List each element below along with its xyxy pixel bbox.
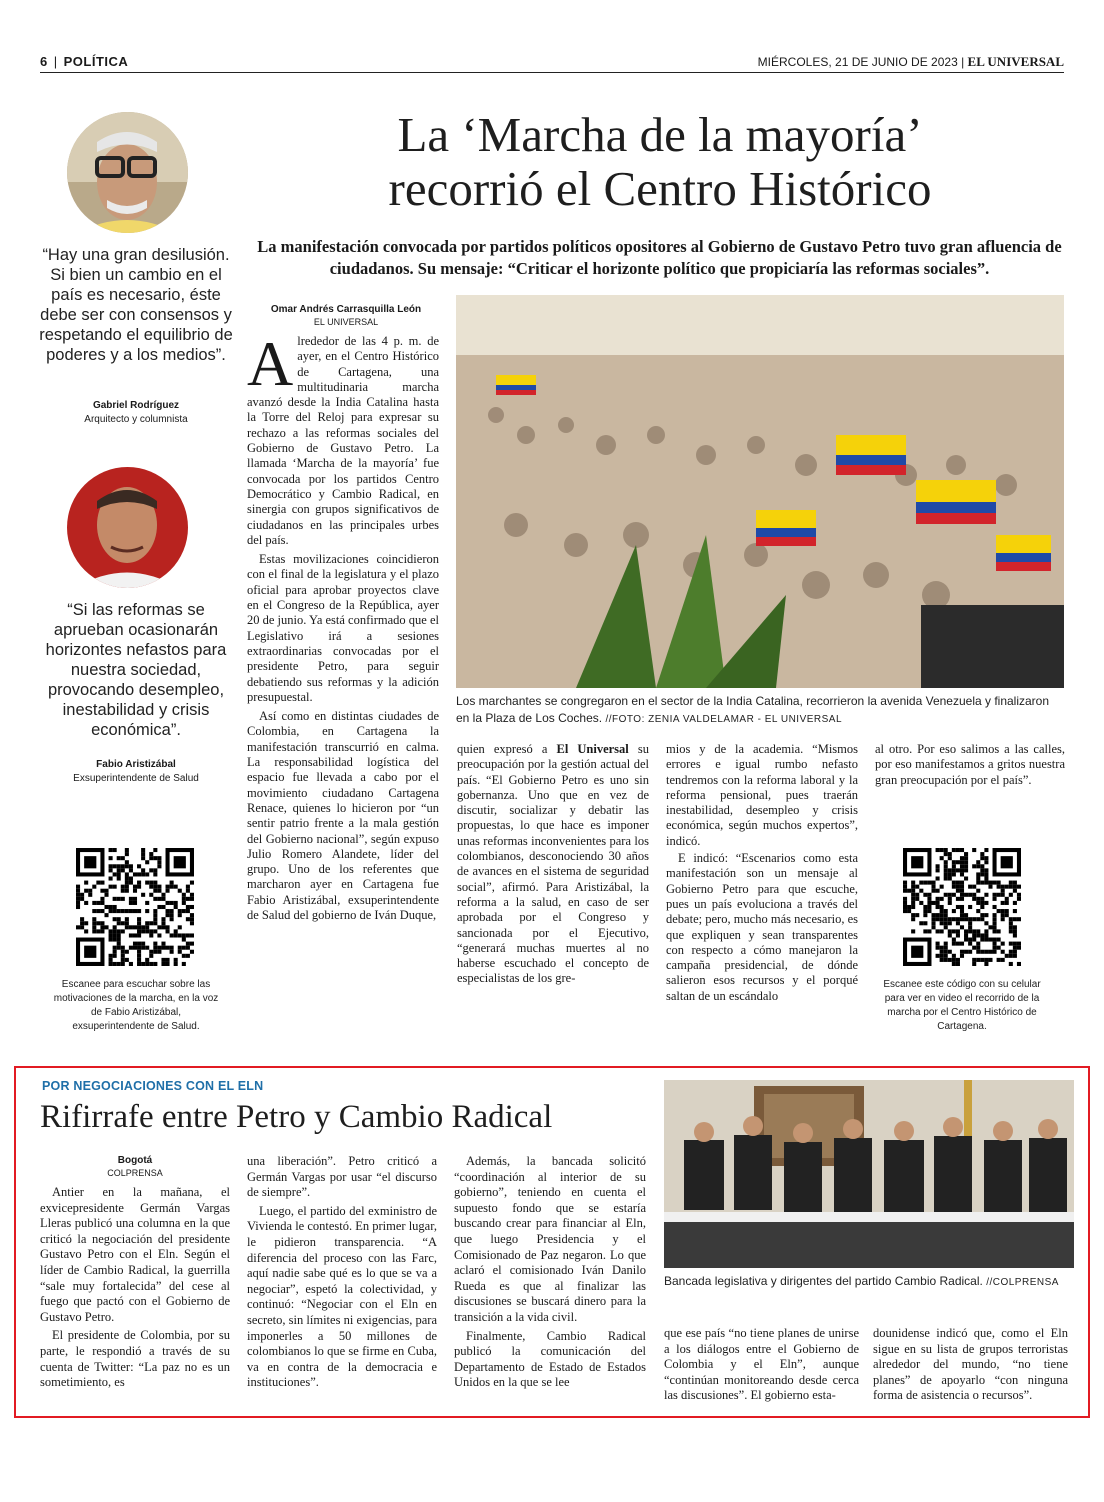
secondary-column-3	[454, 1154, 646, 1391]
secondary-column-5	[873, 1326, 1068, 1404]
secondary-photo-caption	[664, 1273, 1069, 1291]
qr-code-audio[interactable]	[76, 848, 194, 966]
secondary-column-1	[40, 1185, 230, 1391]
qr-code-video[interactable]	[903, 848, 1021, 966]
header-divider	[40, 72, 1064, 73]
col1-paragraph-2: Estas movilizaciones coincidieron con el final de la legislatura y el plazo oficial para aprobar proyectos clave en el Congreso de la República, ayer 20 de junio. Ya está confirmado que el Legislativo irá a sesiones extraordinarias convocadas por el presidente Petro, para seguir debatiendo sus reformas y la adición presupuestal.	[247, 552, 439, 704]
author-outlet: EL UNIVERSAL	[313, 317, 379, 327]
article-column-2	[457, 742, 649, 987]
secondary-c3-paragraph-2: Finalmente, Cambio Radical publicó la comunicación del Departamento de Estado de Estados Unidos en la que se lee	[454, 1328, 646, 1390]
secondary-column-4	[664, 1326, 859, 1404]
col2-paragraph-1: su preocupación por la gestión actual del país. “El Gobierno Petro es uno sin gobernanza. Uno que en vez de discutir, socializar y debatir las propuestas, lo que hace es imponer unas reformas inconvenientes para los colombianos, desconociendo 30 años de avances en el sistema de seguridad social”, afirmó. Para Aristizábal, la reforma a la salud, en caso de ser aprobada por el Congreso y sancionada por el Ejecutivo, “generará muchas muertes al no haberse escuchado el concepto de especialistas de los gre-	[457, 742, 649, 986]
qr-audio-caption: Escanee para escuchar sobre las motivaciones de la marcha, en la voz de Fabio Aristizábal, exsuperintendente de Salud.	[53, 979, 219, 1032]
page-dateline: MIÉRCOLES, 21 DE JUNIO DE 2023 | EL UNIVERSAL	[757, 54, 1064, 69]
col2-lead: quien expresó a	[457, 742, 557, 756]
cambio-radical-bancada-photo	[664, 1080, 1074, 1268]
col3-paragraph-1: mios y de la academia. “Mismos errores e igual rumbo nefasto tendremos con la reforma laboral y la reforma pensional, pues traerán inestabilidad, desempleo y crisis económica, según muchos expertos”, indicó.	[666, 742, 858, 848]
subheadline: La manifestación convocada por partidos políticos opositores al Gobierno de Gustavo Petro tuvo gran afluencia de ciudadanos. Su mensaje: “Criticar el horizonte político que propiciaría las reformas sociales”.	[257, 237, 1062, 278]
col2-paper-name: El Universal	[556, 742, 629, 756]
portrait-fabio-aristizabal	[67, 467, 188, 588]
secondary-headline: Rifirrafe entre Petro y Cambio Radical	[40, 1099, 553, 1135]
photo-credit: //FOTO: ZENIA VALDELAMAR - EL UNIVERSAL	[605, 714, 843, 725]
photo-caption-text: Los marchantes se congregaron en el sector de la India Catalina, recorrieron la avenida Venezuela y finalizaron en la Plaza de Los Coches.	[456, 694, 1050, 725]
photo-caption	[456, 693, 1056, 728]
newspaper-name: EL UNIVERSAL	[967, 54, 1064, 69]
page-number: 6	[40, 54, 48, 69]
secondary-dateline: Bogotá	[117, 1155, 153, 1166]
pull-quote-1: “Hay una gran desilusión. Si bien un cambio en el país es necesario, éste debe ser con consensos y respetando el equilibrio de poderes y a los medios”.	[39, 246, 233, 364]
portrait-gabriel-rodriguez	[67, 112, 188, 233]
quote1-role: Arquitecto y columnista	[84, 414, 188, 425]
secondary-photo-caption-text: Bancada legislativa y dirigentes del partido Cambio Radical.	[664, 1274, 983, 1288]
col1-paragraph-3: Así como en distintas ciudades de Colombia, en Cartagena la manifestación transcurrió en calma. La responsabilidad logística del espacio fue llevada a cabo por el movimiento ciudadano Cartagena Renace, quienes lo hicieron por “un sentir patrio frente a la mala gestión del Gobierno nacional”, según expuso Julio Romero Alandete, líder del grupo. Uno de los referentes que marcharon ayer en Cartagena fue Fabio Aristizábal, exsuperintendente de Salud del gobierno de Iván Duque,	[247, 709, 439, 922]
headline-line-1: La ‘Marcha de la mayoría’	[397, 107, 923, 162]
quote2-author: Fabio Aristizábal	[96, 759, 176, 770]
quote1-author: Gabriel Rodríguez	[92, 400, 180, 411]
secondary-c1-paragraph-1: Antier en la mañana, el exvicepresidente Germán Vargas Lleras publicó una columna en la que criticó la negociación del presidente Gustavo Petro con el Eln. Según el líder de Cambio Radical, la guerrilla “sale muy fortalecida” del cese al fuego que pactó con el Gobierno de Gustavo Petro.	[40, 1185, 230, 1324]
issue-date: MIÉRCOLES, 21 DE JUNIO DE 2023	[757, 55, 958, 69]
page-section-label: 6 | POLÍTICA	[40, 54, 129, 69]
headline-line-2: recorrió el Centro Histórico	[388, 161, 932, 216]
pull-quote-2: “Si las reformas se aprueban ocasionarán horizontes nefastos para nuestra sociedad, provocando desempleo, inestabilidad y crisis económica”.	[45, 601, 227, 739]
article-column-4	[875, 742, 1065, 788]
qr-video-caption: Escanee este código con su celular para ver en video el recorrido de la marcha por el Centro Histórico de Cartagena.	[883, 979, 1041, 1032]
secondary-c2-paragraph-2: Luego, el partido del exministro de Vivienda le contestó. En primer lugar, le pidieron transparencia. “A diferencia del proceso con las Farc, aquí nadie sabe qué es lo que se va a negociar”, espetó la colectividad, y continuó: “Negociar con el Eln en secreto, sin límites ni exigencias, para imponerles a 50 millones de colombianos lo que se firme en Cuba, va en contra de la democracia e instituciones”.	[247, 1203, 438, 1390]
article-column-1	[247, 328, 439, 923]
march-crowd-photo	[456, 295, 1064, 688]
col1-paragraph-1: lrededor de las 4 p. m. de ayer, en el Centro Histórico de Cartagena, una multitudinaria marcha avanzó desde la India Catalina hasta la Torre del Reloj para expresar su rechazo a las reformas sociales del Gobierno de Gustavo Petro. La llamada ‘Marcha de la mayoría’ fue convocada por los partidos Centro Democrático y Cambio Radical, en sinergia con grupos significativos de ciudadanos en las principales urbes del país.	[247, 334, 439, 547]
secondary-c1-paragraph-2: El presidente de Colombia, por su parte, le respondió a través de su cuenta de Twitter: “La paz no es un sometimiento, es	[40, 1328, 230, 1390]
secondary-agency: COLPRENSA	[107, 1168, 163, 1178]
quote2-role: Exsuperintendente de Salud	[73, 773, 199, 784]
author-name: Omar Andrés Carrasquilla León	[270, 304, 422, 315]
secondary-c2-paragraph-1: una liberación”. Petro criticó a Germán Vargas por usar “el discurso de siempre”.	[247, 1154, 437, 1200]
secondary-c3-paragraph-1: Además, la bancada solicitó “coordinación al interior de su gobierno”, teniendo en cuenta el supuesto fondo que se estaría buscando crear para financiar al Eln, que luego Presidencia y el Comisionado de Paz negaron. Lo que aclaró el comisionado Iván Danilo Rueda es que al finalizar las discusiones se buscará dinero para la transición a la vida civil.	[454, 1154, 646, 1324]
secondary-c5-paragraph-1: dounidense indicó que, como el Eln sigue en su lista de grupos terroristas alrededor del mundo, “no tiene planes” de apoyarlo “con ninguna forma de asistencia o recursos”.	[873, 1326, 1068, 1403]
secondary-column-2	[247, 1154, 437, 1391]
col4-paragraph-1: al otro. Por eso salimos a las calles, por eso manifestamos a gritos nuestra gran preocupación por el país”.	[875, 742, 1065, 787]
secondary-photo-credit: //COLPRENSA	[986, 1277, 1059, 1288]
secondary-c4-paragraph-1: que ese país “no tiene planes de unirse a los diálogos entre el Gobierno de Colombia y el Eln”, aunque “continúan monitoreando desde cerca las discusiones”. El gobierno esta-	[664, 1326, 859, 1403]
col3-paragraph-2: E indicó: “Escenarios como esta manifestación son un mensaje al Gobierno Petro para que escuche, pues un país evoluciona a través del debate; pero, mucho más necesario, es que expliquen y sean transparentes con respecto a cómo manejaron la campaña presidencial, de dónde salieron esos recursos y el porqué saltan de un escándalo	[666, 851, 858, 1003]
section-name: POLÍTICA	[63, 54, 129, 69]
article-column-3	[666, 742, 858, 1004]
headline	[250, 108, 1070, 216]
drop-cap: A	[247, 328, 294, 399]
secondary-kicker: POR NEGOCIACIONES CON EL ELN	[42, 1079, 264, 1093]
